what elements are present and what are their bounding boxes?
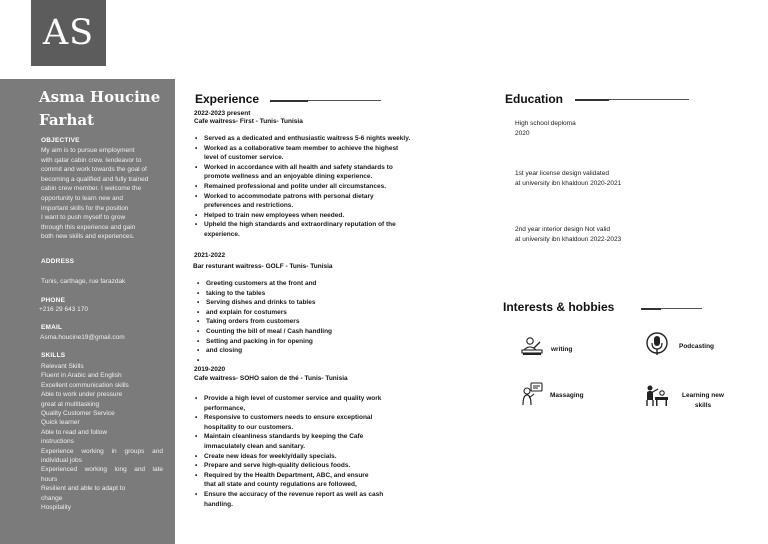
writing-icon [520,335,544,359]
skill-item: great at multitasking [41,400,100,408]
skill-item: Hospitality [41,504,71,512]
objective-heading: OBJECTIVE [41,137,80,144]
email-heading: EMAIL [41,324,63,331]
experience-title-rule-accent [270,100,308,102]
microphone-icon [645,332,669,356]
email-value: Asma.houcine19@gmail.com [40,334,125,341]
skill-item: Quality Customer Service [41,410,115,418]
job-2-title: Bar resturant waitress- GOLF - Tunis- Tunisia [193,263,333,270]
hobby-writing-label: writing [551,346,573,353]
candidate-name-line1: Asma Houcine [39,88,161,106]
duty-item: • Worked to accommodate patrons with personal dietary [204,192,454,202]
skill-item: instructions [41,438,74,446]
hobby-learning-label: Learning new skills [682,392,724,409]
skill-item: Fluent in Arabic and English [41,372,122,380]
education-entry-3: 2nd year interior design Not valid at university ibn khaldoun 2022-2023 [515,226,622,243]
job-1-title: Cafe waitress- First - Tunis- Tunisia [194,118,303,125]
duty-item: • Provide a high level of customer service and quality work [204,394,434,404]
duty-item: • Worked in accordance with all health and safety standards to [204,163,454,173]
job-3-title: Cafe waitress- SOHO salon de thé - Tunis- Tunisia [194,375,348,382]
hobby-massaging-label: Massaging [550,392,584,399]
job-1-duties [194,134,454,240]
hobbies-title-rule-accent [641,308,661,310]
skill-item: change [41,494,63,502]
skill-item: hours [41,475,58,483]
duty-item: hospitality to our customers. [204,423,294,431]
skill-item: individual jobs [41,457,82,465]
address-value: Tunis, carthage, rue farazdak [41,278,126,285]
duty-item: • taking to the tables [206,289,406,299]
skill-item: Experience working in groups and [41,447,163,455]
job-2-duties [196,279,406,365]
duty-item: level of customer service. [204,154,284,162]
education-title: Education [505,92,564,106]
duty-item: • Maintain cleanliness standards by keeping the Cafe [204,432,434,442]
skill-item: Experienced working long and late [41,466,163,474]
objective-text: My aim is to pursue employment with qatar cabin crew. Iendeavor to commit and work towards the goal of becoming a qualified and fully trained cabin crew member. I welcome the opportunity to learn new and important skills for the position I want to push myself to grow through this experience and gain both new skills and experiences. [41,147,149,241]
skill-item: Able to work under pressure [41,391,123,399]
duty-item: • Worked as a collaborative team member to achieve the highest [204,144,454,154]
education-entry-1: High school deploma 2020 [515,120,576,137]
duty-item: that all state and county regulations are followed, [204,481,357,489]
skill-item: Excellent communication skills [41,381,129,389]
skill-item: Relevant Skills [41,363,84,370]
duty-item: • Greeting customers at the front and [206,279,406,289]
skill-item: Resilient and able to adapt to [41,485,126,493]
hobby-podcasting-label: Podcasting [679,343,715,350]
job-2-date: 2021-2022 [194,252,226,259]
massage-icon [520,382,544,406]
education-entry-2: 1st year license design validated at university ibn khaldoun 2020-2021 [515,170,622,187]
skills-list [41,362,163,513]
duty-item: • Responsive to customers needs to ensure exceptional [204,413,434,423]
duty-item: • Ensure the accuracy of the revenue report as well as cash [204,490,434,500]
duty-item: • and explain for costumers [206,308,406,318]
duty-item: • and closing [206,346,406,356]
skills-heading: SKILLS [41,352,66,359]
duty-item: • Taking orders from customers [206,317,406,327]
duty-item: preferences and restrictions. [204,202,294,210]
duty-item: • Served as a dedicated and enthusiastic waitress 5-6 nights weekly. [204,134,454,144]
address-heading: ADDRESS [41,258,75,265]
skill-item: Able to read and follow [41,428,108,436]
duty-item: immaculately clean and sanitary. [204,442,306,450]
job-1-date: 2022-2023 present [194,110,251,117]
duty-item: • Helped to train new employees when needed. [204,211,454,221]
job-3-duties [194,394,434,509]
monogram-badge [31,0,106,66]
monogram-text: AS [42,13,95,53]
duty-item [206,356,406,366]
duty-item: • Upheld the high standards and extraordinary reputation of the [204,220,454,230]
duty-item: performance, [204,404,246,412]
duty-item: • Required by the Health Department, ABC, and ensure [204,471,434,481]
duty-item: • Remained professional and polite under all circumstances. [204,182,454,192]
candidate-name-line2: Farhat [39,111,95,129]
duty-item: • Create new ideas for weekly/daily specials. [204,452,434,462]
education-title-rule-accent [575,99,609,101]
job-3-date: 2019-2020 [194,366,226,373]
duty-item: • Serving dishes and drinks to tables [206,298,406,308]
duty-item: • Setting and packing in for opening [206,337,406,347]
hobbies-title: Interests & hobbies [503,300,615,314]
experience-title: Experience [195,92,260,106]
duty-item: handling. [204,500,233,508]
duty-item: • Prepare and serve high-quality delicious foods. [204,461,434,471]
phone-heading: PHONE [41,297,66,304]
skill-item: Quick learner [41,419,80,427]
phone-value: +216 29 643 170 [39,306,88,313]
teacher-icon [645,384,669,408]
duty-item: experience. [204,230,240,238]
duty-item: • Counting the bill of meal / Cash handling [206,327,406,337]
duty-item: promote wellness and an enjoyable dining experience. [204,173,373,181]
